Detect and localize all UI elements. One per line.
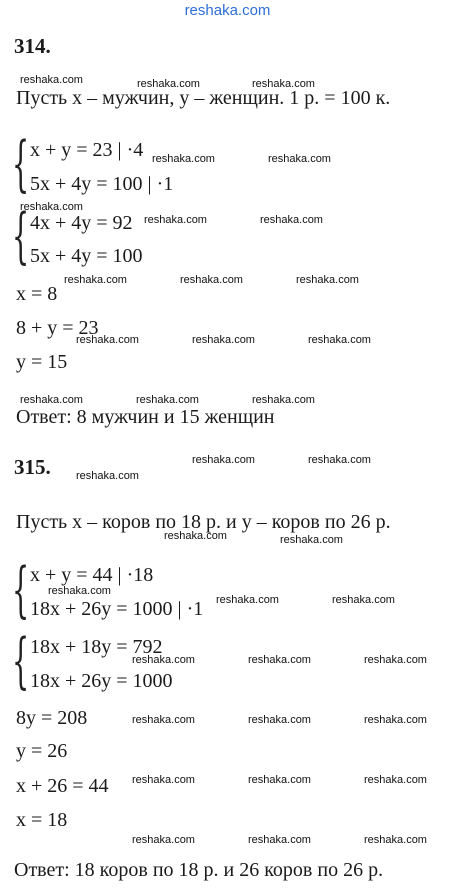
equation: 5x + 4y = 100 bbox=[30, 245, 143, 267]
watermark: reshaka.com bbox=[260, 214, 323, 226]
watermark: reshaka.com bbox=[296, 274, 359, 286]
watermark: reshaka.com bbox=[20, 201, 83, 213]
watermark: reshaka.com bbox=[364, 834, 427, 846]
watermark: reshaka.com bbox=[164, 530, 227, 542]
equation: 5x + 4y = 100 | ·1 bbox=[30, 173, 174, 195]
equation: y = 15 bbox=[16, 351, 68, 373]
watermark: reshaka.com bbox=[332, 594, 395, 606]
equation: x + y = 23 | ·4 bbox=[30, 139, 144, 161]
problem-intro: Пусть x – коров по 18 р. и y – коров по 26 р. bbox=[16, 511, 391, 533]
watermark: reshaka.com bbox=[308, 334, 371, 346]
watermark: reshaka.com bbox=[76, 470, 139, 482]
answer: Ответ: 18 коров по 18 р. и 26 коров по 26 р. bbox=[14, 859, 384, 881]
watermark: reshaka.com bbox=[48, 585, 111, 597]
watermark: reshaka.com bbox=[132, 834, 195, 846]
equation: y = 26 bbox=[16, 740, 68, 762]
watermark: reshaka.com bbox=[132, 714, 195, 726]
equation: x = 8 bbox=[16, 283, 58, 305]
equation: x + y = 44 | ·18 bbox=[30, 564, 154, 586]
watermark: reshaka.com bbox=[144, 214, 207, 226]
answer: Ответ: 8 мужчин и 15 женщин bbox=[16, 406, 275, 428]
watermark: reshaka.com bbox=[132, 654, 195, 666]
watermark: reshaka.com bbox=[132, 774, 195, 786]
problem-intro: Пусть x – мужчин, y – женщин. 1 р. = 100 к. bbox=[16, 87, 391, 109]
watermark: reshaka.com bbox=[180, 274, 243, 286]
watermark: reshaka.com bbox=[216, 594, 279, 606]
equation: x = 18 bbox=[16, 809, 68, 831]
watermark: reshaka.com bbox=[248, 714, 311, 726]
equation: 8 + y = 23 bbox=[16, 317, 99, 339]
equation: x + 26 = 44 bbox=[16, 775, 109, 797]
equation: 18x + 26y = 1000 bbox=[30, 670, 173, 692]
watermark: reshaka.com bbox=[280, 534, 343, 546]
system-brace: { bbox=[12, 129, 30, 199]
watermark: reshaka.com bbox=[76, 334, 139, 346]
watermark: reshaka.com bbox=[137, 78, 200, 90]
watermark: reshaka.com bbox=[308, 454, 371, 466]
watermark: reshaka.com bbox=[20, 394, 83, 406]
watermark: reshaka.com bbox=[268, 153, 331, 165]
watermark: reshaka.com bbox=[364, 774, 427, 786]
system-brace: { bbox=[12, 201, 30, 271]
system-brace: { bbox=[12, 626, 30, 696]
equation: 18x + 18y = 792 bbox=[30, 636, 163, 658]
watermark: reshaka.com bbox=[20, 74, 83, 86]
equation: 18x + 26y = 1000 | ·1 bbox=[30, 598, 204, 620]
watermark: reshaka.com bbox=[192, 334, 255, 346]
watermark: reshaka.com bbox=[64, 274, 127, 286]
watermark: reshaka.com bbox=[252, 394, 315, 406]
problem-number: 314. bbox=[14, 34, 51, 58]
watermark: reshaka.com bbox=[364, 654, 427, 666]
watermark: reshaka.com bbox=[248, 834, 311, 846]
site-header[interactable]: reshaka.com bbox=[184, 2, 271, 19]
watermark: reshaka.com bbox=[248, 654, 311, 666]
system-brace: { bbox=[12, 555, 30, 625]
watermark: reshaka.com bbox=[364, 714, 427, 726]
watermark: reshaka.com bbox=[192, 454, 255, 466]
watermark: reshaka.com bbox=[252, 78, 315, 90]
watermark: reshaka.com bbox=[136, 394, 199, 406]
equation: 8y = 208 bbox=[16, 707, 88, 729]
watermark: reshaka.com bbox=[248, 774, 311, 786]
problem-number: 315. bbox=[14, 455, 51, 479]
watermark: reshaka.com bbox=[152, 153, 215, 165]
equation: 4x + 4y = 92 bbox=[30, 212, 133, 234]
